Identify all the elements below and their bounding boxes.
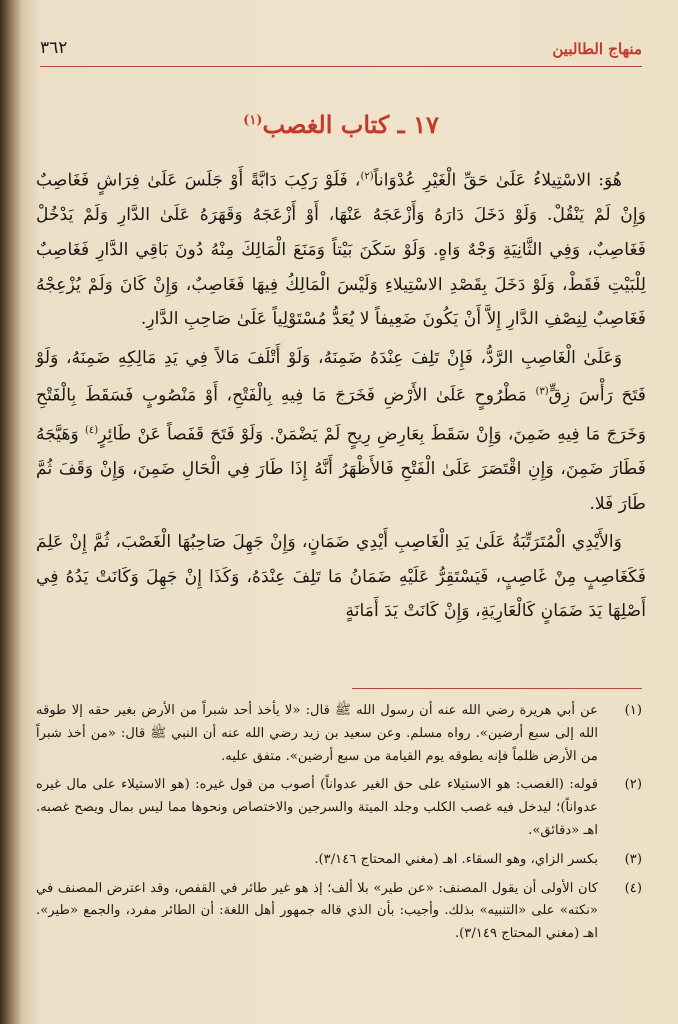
footnote (36, 700, 642, 768)
page-header (40, 38, 642, 64)
paragraph-text: هُوَ: الاسْتِيلاءُ عَلَىٰ حَقِّ الْغَيْرِ عُدْوَاناً (373, 170, 622, 191)
header-rule (40, 66, 642, 67)
paragraph-text: وَعَلَىٰ الْغَاصِبِ الرَّدُّ، فَإِنْ تَلِفَ عِنْدَهُ ضَمِنَهُ، وَلَوْ أَتْلَفَ مَالاً فِي يَدِ مَالِكِهِ ضَمِنَهُ، وَلَوْ فَتَحَ رَأْسَ زِقٍّ (36, 347, 646, 407)
paragraph-text: وَهَيَّجَهُ فَطَارَ ضَمِنَ، وَإِنِ اقْتَصَرَ عَلَىٰ الْفَتْحِ فَالأَظْهَرُ أَنَّهُ إِذَا طَارَ فِي الْحَالِ ضَمِنَ، وَإِنْ وَقَفَ ثُمَّ طَارَ فَلا. (36, 424, 646, 514)
page-number: ٣٦٢ (40, 38, 68, 58)
main-text (36, 160, 646, 629)
footnote-ref: (٣) (535, 386, 549, 398)
footnote-text: كان الأولى أن يقول المصنف: «عن طير» بلا ألف؛ إذ هو غير طائر في القفص، وقد اعترض المصنف في «نكته» على «التنبيه» بذلك. وأجيب: بأن الذي قاله جمهور أهل اللغة: أن الطائر مفرد، والجمع «طير». اهـ (مغني المحتاج ٣/١٤٩). (36, 880, 598, 942)
running-head: منهاج الطالبين (552, 40, 642, 58)
paragraph (36, 525, 646, 629)
footnote-rule (352, 688, 642, 689)
footnote-number: (٢) (624, 777, 642, 793)
footnote-text: عن أبي هريرة رضي الله عنه أن رسول الله ﷺ قال: «لا يأخذ أحد شبراً من الأرض بغير حقه إلا طوقه الله إلى سبع أرضين». رواه مسلم. وعن سعيد بن زيد رضي الله عنه أن النبي ﷺ قال: «من أخذ شبراً من الأرض ظلماً فإنه يطوقه يوم القيامة من سبع أرضين». متفق عليه. (36, 703, 598, 764)
chapter-title (40, 110, 642, 139)
paragraph-text: مَطْرُوحٍ عَلَىٰ الأَرْضِ فَخَرَجَ مَا فِيهِ بِالْفَتْحِ، أَوْ مَنْصُوبٍ فَسَقَطَ بِالْفَتْحِ وَخَرَجَ مَا فِيهِ ضَمِنَ، وَإِنْ سَقَطَ بِعَارِضِ رِيحٍ لَمْ يَضْمَنْ. وَلَوْ فَتَحَ قَفَصاً عَنْ طَائِرٍ (36, 386, 646, 445)
paragraph-text: وَالأَيْدِي الْمُتَرَتِّبَةُ عَلَىٰ يَدِ الْغَاصِبِ أَيْدِي ضَمَانٍ، وَإِنْ جَهِلَ صَاحِبُهَا الْغَصْبَ، ثُمَّ إِنْ عَلِمَ فَكَغَاصِبٍ مِنْ غَاصِبٍ، فَيَسْتَقِرُّ عَلَيْهِ ضَمَانُ مَا تَلِفَ عِنْدَهُ، وَكَذَا إِنْ جَهِلَ وَكَانَتْ يَدُهُ فِي أَصْلِهَا يَدَ ضَمَانٍ كَالْعَارِيَةِ، وَإِنْ كَانَتْ يَدَ أَمَانَةٍ (36, 532, 646, 622)
footnote (36, 774, 642, 842)
footnote-ref: (٢) (360, 171, 374, 182)
paragraph (36, 160, 646, 337)
paragraph (36, 341, 646, 521)
paragraph-text: ، فَلَوْ رَكِبَ دَابَّةً أَوْ جَلَسَ عَلَىٰ فِرَاشٍ فَغَاصِبٌ وَإِنْ لَمْ يَنْقُلْ. وَلَوْ دَخَلَ دَارَهُ وَأَزْعَجَهُ عَنْهَا، أَوْ أَزْعَجَهُ وَقَهَرَهُ عَلَىٰ الدَّارِ وَلَمْ يَدْخُلْ فَغَاصِبٌ، وَفِي الثَّانِيَةِ وَجْهٌ وَاهٍ. وَلَوْ سَكَنَ بَيْتاً وَمَنَعَ الْمَالِكَ مِنْهُ دُونَ بَاقِي الدَّارِ فَغَاصِبٌ لِلْبَيْتِ فَقَطْ، وَلَوْ دَخَلَ بِقَصْدِ الاسْتِيلاءِ وَلَيْسَ الْمَالِكُ فِيهَا فَغَاصِبٌ، وَإِنْ كَانَ وَلَمْ يُزْعِجْهُ فَغَاصِبٌ لِنِصْفِ الدَّارِ إِلاَّ أَنْ يَكُونَ ضَعِيفاً لا يُعَدُّ مُسْتَوْلِياً عَلَىٰ صَاحِبِ الدَّارِ. (36, 170, 646, 330)
footnote-number: (١) (624, 703, 642, 718)
footnote (36, 849, 642, 872)
footnotes (36, 700, 642, 952)
footnote-number: (٤) (624, 880, 642, 896)
footnote-text: بكسر الزاي، وهو السقاء. اهـ (مغني المحتاج ٣/١٤٦). (314, 851, 598, 867)
chapter-footnote-ref: (١) (243, 113, 263, 128)
footnote-number: (٣) (624, 851, 642, 867)
chapter-title-text: ١٧ ـ كتاب الغصب (262, 110, 439, 139)
footnote-text: قوله: (الغصب: هو الاستيلاء على حق الغير عدواناً) أصوب من قول غيره: (هو الاستيلاء على مال غيره عدواناً)؛ ليدخل فيه غصب الكلب وجلد الميتة والسرجين والاختصاص ونحوها مما ليس بمال ويصح غصبه. اهـ «دقائق». (36, 777, 598, 838)
footnote (36, 878, 642, 946)
footnote-ref: (٤) (85, 424, 99, 436)
